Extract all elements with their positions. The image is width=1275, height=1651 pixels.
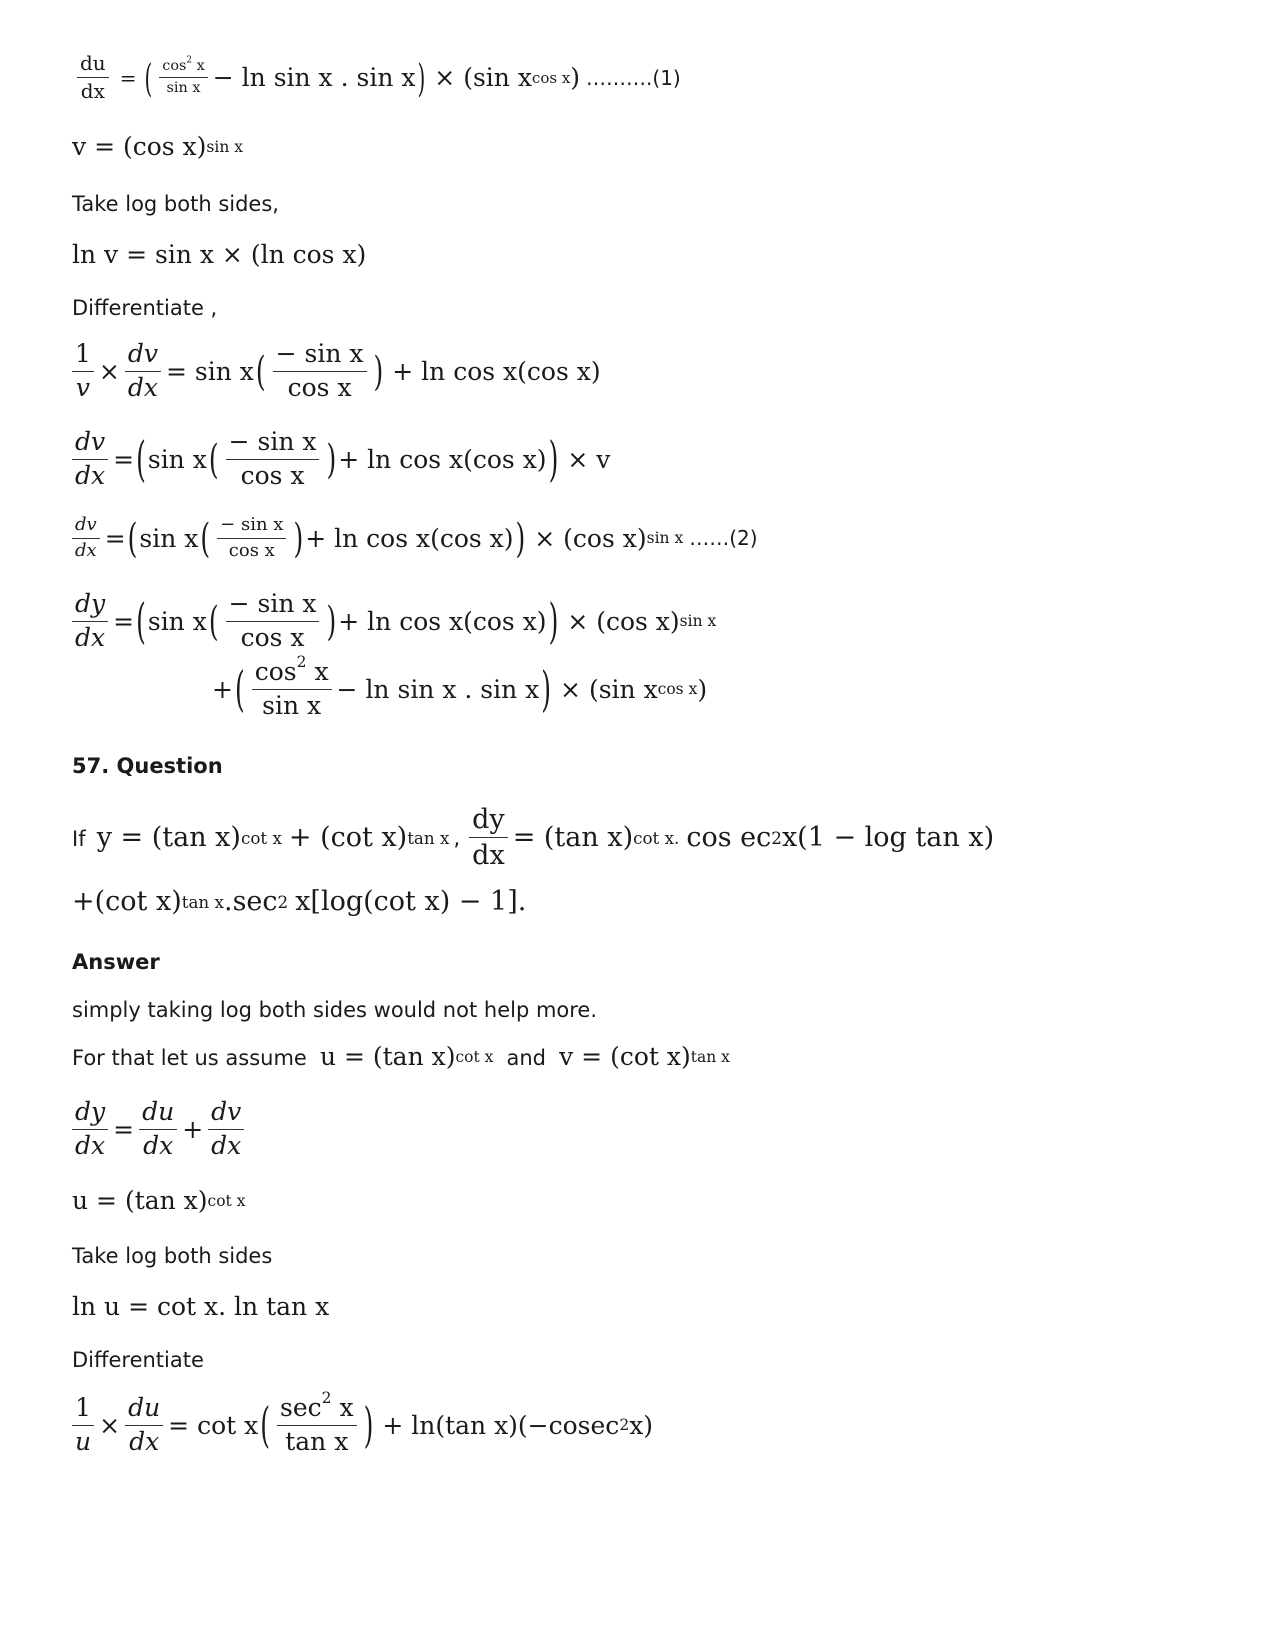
equation-sum-rule: $\frac{dy}{dx}$ = $\frac{du}{dx}$ + $\frac{dv}{dx}$ <box>72 1098 249 1161</box>
answer-intro-text: simply taking log both sides would not help more. <box>72 998 598 1022</box>
equation-ln-u: ln u = cot x. ln tan x <box>72 1292 330 1321</box>
question-heading: 57. Question <box>72 754 223 778</box>
equation-du-dx-1: $\frac{du}{dx}$ = ( $\frac{\cos^2 x}{\text{sin x}}$ − ln sin x . sin x ) × (sin x cos x ) ……….(1) <box>72 52 681 103</box>
equation-dv-step-3: $\frac{dv}{dx}$ = ( sin x ( $\frac{\text{− sin x}}{\text{cos x}}$ ) + ln cos x(cos x) ) × (cos x) sin x ……(2) <box>72 515 758 561</box>
equation-dy-dx-line-2: + ( $\frac{\cos^2 x}{\text{sin x}}$ − ln sin x . sin x ) × (sin x cos x ) <box>212 652 708 720</box>
answer-assumption: For that let us assume u = (tan x) cot x and v = (cot x) tan x <box>72 1042 730 1071</box>
question-statement-line-2: +(cot x) tan x .sec 2 x[log(cot x) − 1]. <box>72 886 527 917</box>
equation-dv-step-1: $\frac{1}{v}$ × $\frac{dv}{dx}$ = sin x ( $\frac{\text{− sin x}}{\text{cos x}}$ ) + ln cos x(cos x) <box>72 340 601 403</box>
answer-heading: Answer <box>72 950 160 974</box>
equation-dy-dx-line-1: $\frac{dy}{dx}$ = ( sin x ( $\frac{\text{− sin x}}{\text{cos x}}$ ) + ln cos x(cos x) ) × (cos x) sin x <box>72 590 716 653</box>
text-take-log-2: Take log both sides <box>72 1244 273 1268</box>
equation-ln-v: ln v = sin x × (ln cos x) <box>72 240 367 269</box>
equation-u-definition: u = (tan x) cot x <box>72 1186 246 1215</box>
equation-dv-step-2: $\frac{dv}{dx}$ = ( sin x ( $\frac{\text{− sin x}}{\text{cos x}}$ ) + ln cos x(cos x) ) × v <box>72 428 610 491</box>
fraction-du-dx: $\frac{du}{dx}$ <box>77 52 109 103</box>
equation-ref-1: ……….(1) <box>586 65 681 90</box>
fraction-cos2-over-sin: $\frac{\cos^2 x}{\text{sin x}}$ <box>159 58 207 96</box>
text-differentiate-1: Differentiate , <box>72 296 218 320</box>
text-take-log-1: Take log both sides, <box>72 192 279 216</box>
equation-du-final: $\frac{1}{u}$ × $\frac{du}{dx}$ = cot x ( $\frac{\sec^2 x}{\text{tan x}}$ ) + ln(tan x)(−cosec 2 x) <box>72 1394 653 1457</box>
text-differentiate-2: Differentiate <box>72 1348 204 1372</box>
equation-v-definition: v = (cos x) sin x <box>72 132 243 161</box>
question-statement-line-1: If y = (tan x) cot x + (cot x) tan x , $\frac{dy}{dx}$ = (tan x) cot x. cos ec 2 x(1 − log tan x) <box>72 804 995 872</box>
equation-ref-2: ……(2) <box>689 526 758 551</box>
